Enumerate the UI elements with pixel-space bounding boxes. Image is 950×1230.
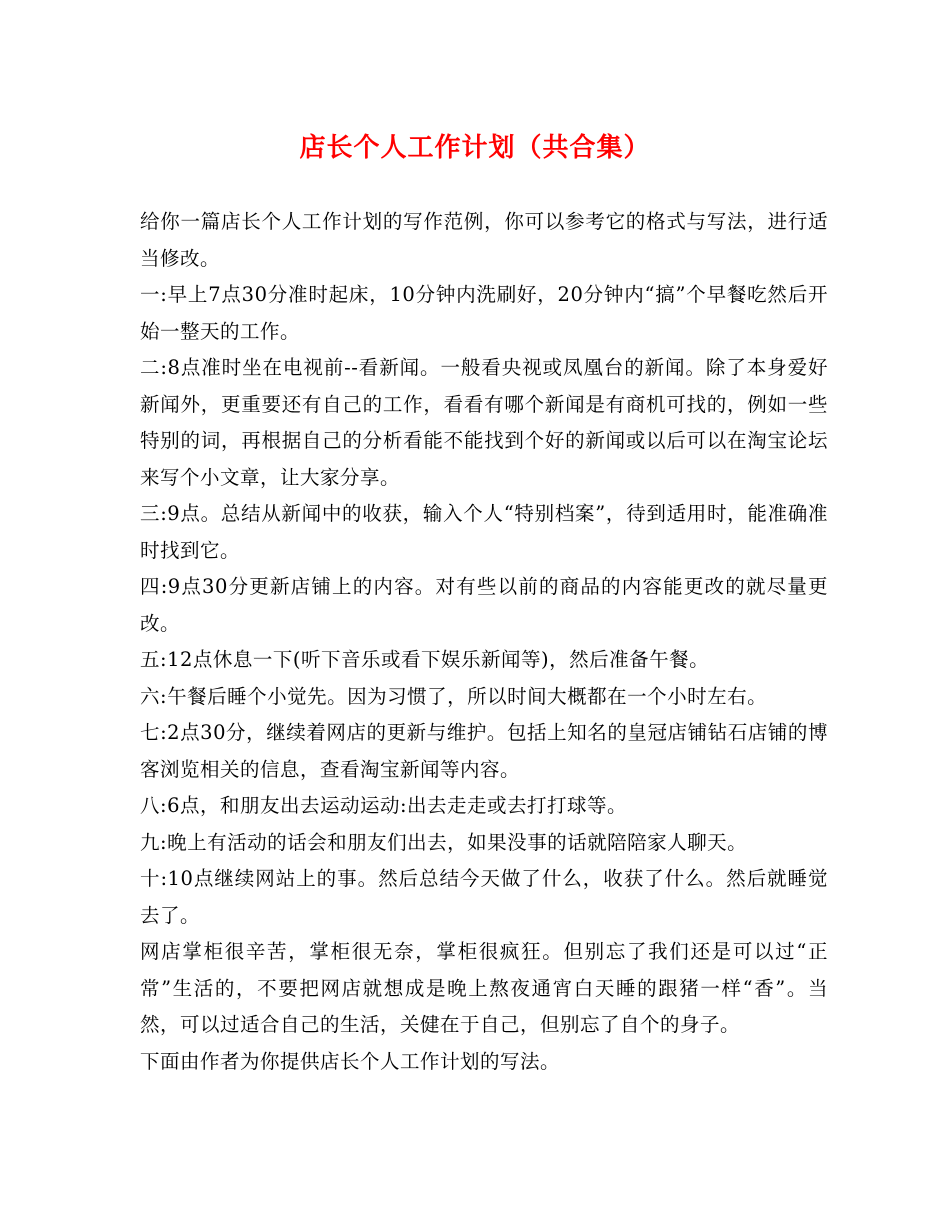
schedule-item-10: 十:10点继续网站上的事。然后总结今天做了什么，收获了什么。然后就睡觉去了。 — [140, 867, 828, 927]
closing-paragraph: 网店掌柜很辛苦，掌柜很无奈，掌柜很疯狂。但别忘了我们还是可以过“正常”生活的，不要把网店就想成是晚上熬夜通宵白天睡的跟猪一样“香”。当然，可以过适合自己的生活，关健在于自己，但别忘了自个的身子。 — [140, 940, 828, 1036]
schedule-item-5: 五:12点休息一下(听下音乐或看下娱乐新闻等)，然后准备午餐。 — [140, 648, 710, 671]
schedule-item-8: 八:6点，和朋友出去运动运动:出去走走或去打打球等。 — [140, 794, 628, 817]
schedule-item-6: 六:午餐后睡个小觉先。因为习惯了，所以时间大概都在一个小时左右。 — [140, 684, 768, 708]
schedule-item-3: 三:9点。总结从新闻中的收获，输入个人“特别档案”，待到适用时，能准确准时找到它。 — [140, 502, 828, 562]
schedule-item-9: 九:晚上有活动的话会和朋友们出去，如果没事的话就陪陪家人聊天。 — [140, 830, 748, 854]
document-title: 店长个人工作计划（共合集） — [299, 133, 651, 163]
schedule-item-7: 七:2点30分，继续着网店的更新与维护。包括上知名的皇冠店铺钻石店铺的博客浏览相关的信息，查看淘宝新闻等内容。 — [140, 721, 828, 781]
schedule-item-4: 四:9点30分更新店铺上的内容。对有些以前的商品的内容能更改的就尽量更改。 — [140, 575, 828, 635]
schedule-item-1: 一:早上7点30分准时起床，10分钟内洗刷好，20分钟内“搞”个早餐吃然后开始一整天的工作。 — [140, 283, 828, 343]
document-body — [140, 204, 828, 1080]
footer-paragraph: 下面由作者为你提供店长个人工作计划的写法。 — [140, 1049, 561, 1073]
schedule-item-2: 二:8点准时坐在电视前--看新闻。一般看央视或凤凰台的新闻。除了本身爱好新闻外，更重要还有自己的工作，看看有哪个新闻是有商机可找的，例如一些特别的词，再根据自己的分析看能不能找到个好的新闻或以后可以在淘宝论坛来写个小文章，让大家分享。 — [140, 356, 828, 489]
intro-paragraph: 给你一篇店长个人工作计划的写作范例，你可以参考它的格式与写法，进行适当修改。 — [140, 210, 828, 270]
